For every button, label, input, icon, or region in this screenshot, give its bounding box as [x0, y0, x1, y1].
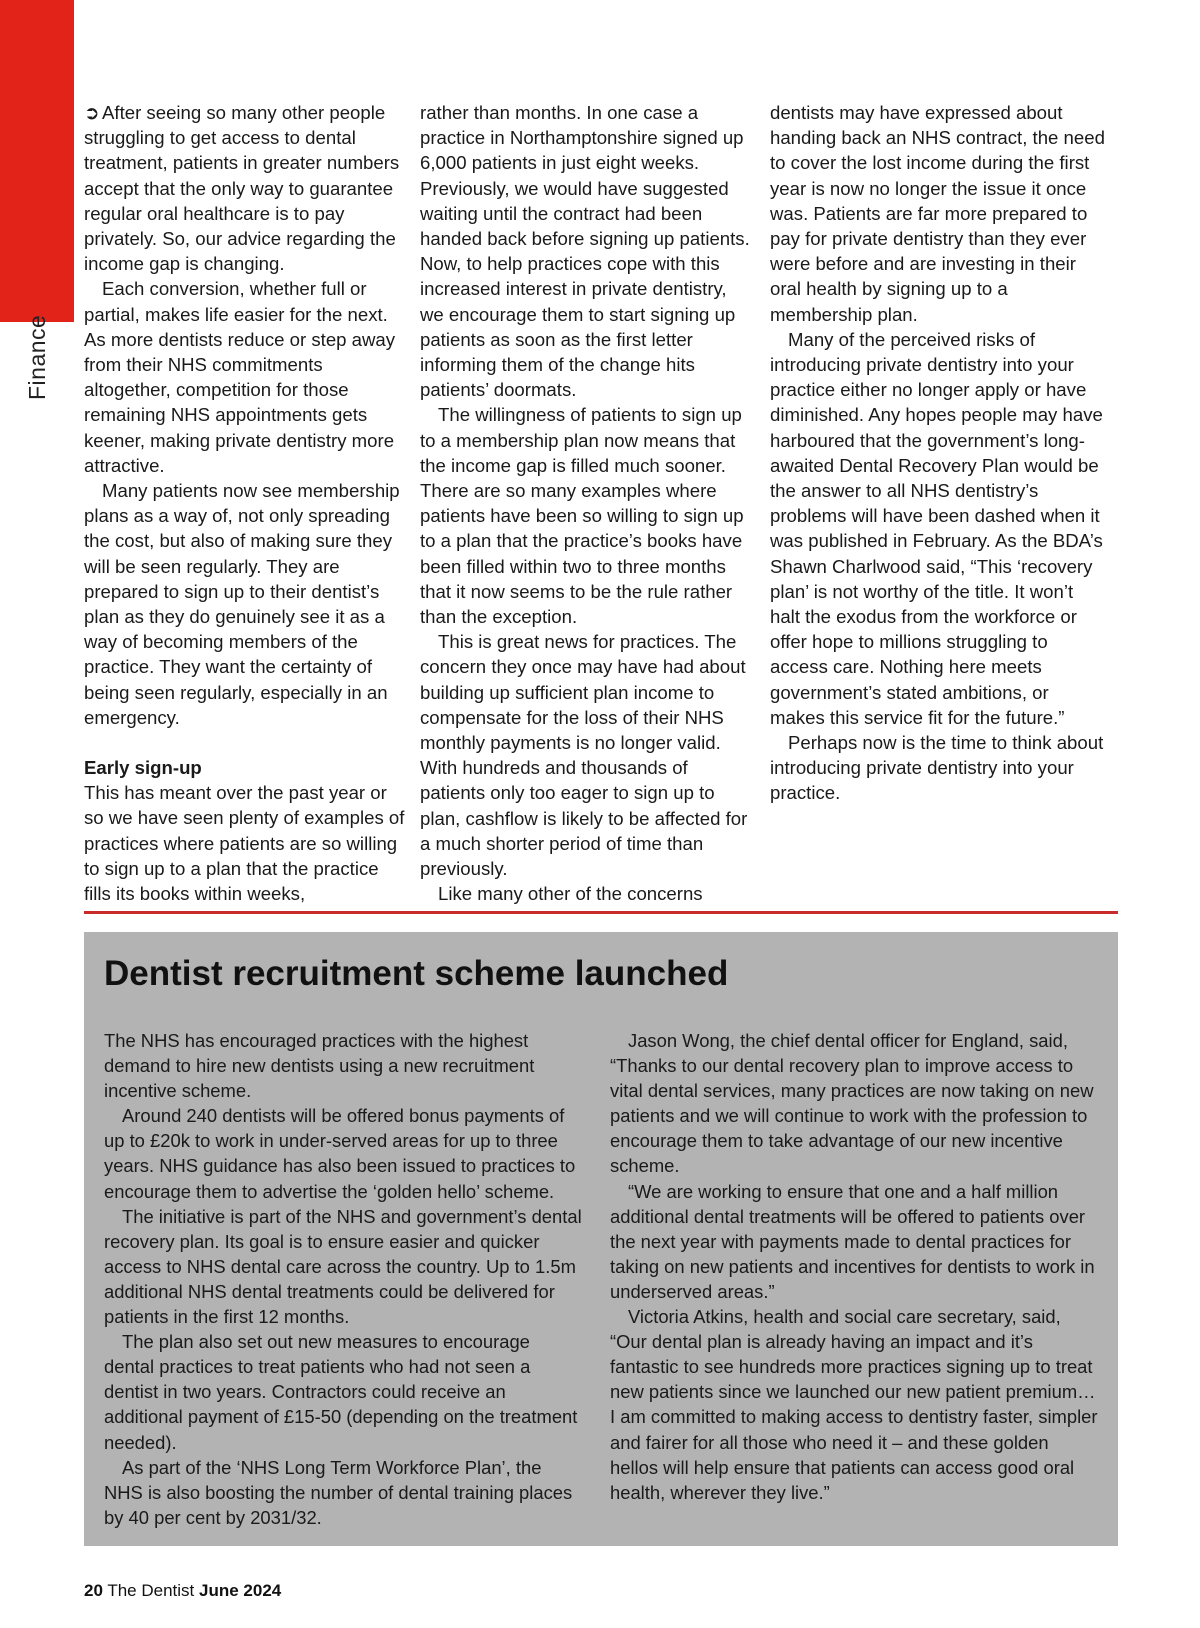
section-label: Finance	[24, 314, 50, 400]
article-paragraph: This has meant over the past year or so we have seen plenty of examples of practices where patients are so willing to sign up to a plan that the practice fills its books within weeks,	[84, 782, 405, 905]
boxout-paragraph: As part of the ‘NHS Long Term Workforce Plan’, the NHS is also boosting the number of dental training places by 40 per cent by 2031/32.	[104, 1456, 573, 1528]
article-paragraph: Each conversion, whether full or partial, makes life easier for the next. As more dentists reduce or step away from their NHS commitments altogether, competition for those remaining NHS appointments gets keener, making private dentistry more attractive.	[84, 278, 396, 476]
section-color-bar	[0, 0, 74, 322]
article-paragraph: This is great news for practices. The concern they once may have had about building up sufficient plan income to compensate for the loss of their NHS monthly payments is no longer valid. With hundreds and thousands of patients only too eager to sign up to plan, cashflow is likely to be affected for a much shorter period of time than previously.	[420, 631, 748, 880]
issue-date: June 2024	[199, 1581, 282, 1600]
article-column-1	[84, 100, 410, 906]
boxout-paragraph: “We are working to ensure that one and a half million additional dental treatments will be offered to patients over the next year with payments made to dental practices for taking on new patients and incentives for dentists to work in underserved areas.”	[610, 1180, 1095, 1302]
boxout-column-right	[610, 1028, 1098, 1505]
boxout-paragraph: The plan also set out new measures to encourage dental practices to treat patients who had not seen a dentist in two years. Contractors could receive an additional payment of £15-50 (depending on the treatment needed).	[104, 1331, 578, 1453]
boxout-panel	[84, 932, 1118, 1546]
article-paragraph: Many of the perceived risks of introducing private dentistry into your practice either no longer apply or have diminished. Any hopes people may have harboured that the government’s long-awaited Dental Recovery Plan would be the answer to all NHS dentistry’s problems will have been dashed when it was published in February. As the BDA’s Shawn Charlwood said, “This ‘recovery plan’ is not worthy of the title. It won’t halt the exodus from the workforce or offer hope to millions struggling to access care. Nothing here meets government’s stated ambitions, or makes this service fit for the future.”	[770, 328, 1103, 728]
arrow-circle-icon: ➲	[84, 102, 100, 123]
article-paragraph: ➲ After seeing so many other people struggling to get access to dental treatment, patients in greater numbers accept that the only way to guarantee regular oral healthcare is to pay privately. So, our advice regarding the income gap is changing.	[84, 102, 400, 275]
article-paragraph: Many patients now see membership plans as a way of, not only spreading the cost, but also of making sure they will be seen regularly. They are prepared to sign up to their dentist’s plan as they do genuinely see it as a way of becoming members of the practice. They want the certainty of being seen regularly, especially in an emergency.	[84, 480, 400, 728]
page-number: 20	[84, 1581, 103, 1600]
magazine-name: The Dentist	[107, 1581, 195, 1600]
article-paragraph: Perhaps now is the time to think about introducing private dentistry into your practice.	[770, 732, 1104, 804]
page-folio	[84, 1581, 281, 1601]
article-paragraph: Like many other of the concerns	[438, 883, 703, 905]
section-divider	[84, 911, 1118, 914]
boxout-title: Dentist recruitment scheme launched	[104, 954, 729, 993]
boxout-paragraph: The NHS has encouraged practices with the highest demand to hire new dentists using a new recruitment incentive scheme.	[104, 1030, 535, 1102]
boxout-column-left	[104, 1028, 582, 1530]
boxout-paragraph: The initiative is part of the NHS and government’s dental recovery plan. Its goal is to ensure easier and quicker access to NHS dental care across the country. Up to 1.5m additional NHS dental treatments could be delivered for patients in the first 12 months.	[104, 1205, 582, 1328]
article-column-2	[420, 100, 750, 907]
boxout-paragraph: Jason Wong, the chief dental officer for England, said, “Thanks to our dental recovery plan to improve access to vital dental services, many practices are now taking on new patients and we will continue to work with the profession to encourage them to take advantage of our new incentive scheme.	[610, 1030, 1094, 1177]
article-paragraph: dentists may have expressed about handing back an NHS contract, the need to cover the lost income during the first year is now no longer the issue it once was. Patients are far more prepared to pay for private dentistry than they ever were before and are investing in their oral health by signing up to a membership plan.	[770, 102, 1105, 325]
article-subhead: Early sign-up	[84, 757, 202, 779]
article-paragraph: The willingness of patients to sign up to a membership plan now means that the income gap is filled much sooner. There are so many examples where patients have been so willing to sign up to a plan that the practice’s books have been filled within two to three months that it now seems to be the rule rather than the exception.	[420, 404, 744, 628]
article-paragraph: rather than months. In one case a practice in Northamptonshire signed up 6,000 patients in just eight weeks. Previously, we would have suggested waiting until the contract had been handed back before signing up patients. Now, to help practices cope with this increased interest in private dentistry, we encourage them to start signing up patients as soon as the first letter informing them of the change hits patients’ doormats.	[420, 102, 750, 401]
boxout-paragraph: Around 240 dentists will be offered bonus payments of up to £20k to work in under-served areas for up to three years. NHS guidance has also been issued to practices to encourage them to advertise the ‘golden hello’ scheme.	[104, 1105, 576, 1202]
article-column-3	[770, 100, 1106, 806]
boxout-paragraph: Victoria Atkins, health and social care secretary, said, “Our dental plan is already having an impact and it’s fantastic to see hundreds more practices signing up to treat new patients since we launched our new patient premium… I am committed to making access to dentistry faster, simpler and fairer for all those who need it – and these golden hellos will help ensure that patients can access good oral health, wherever they live.”	[610, 1306, 1098, 1503]
